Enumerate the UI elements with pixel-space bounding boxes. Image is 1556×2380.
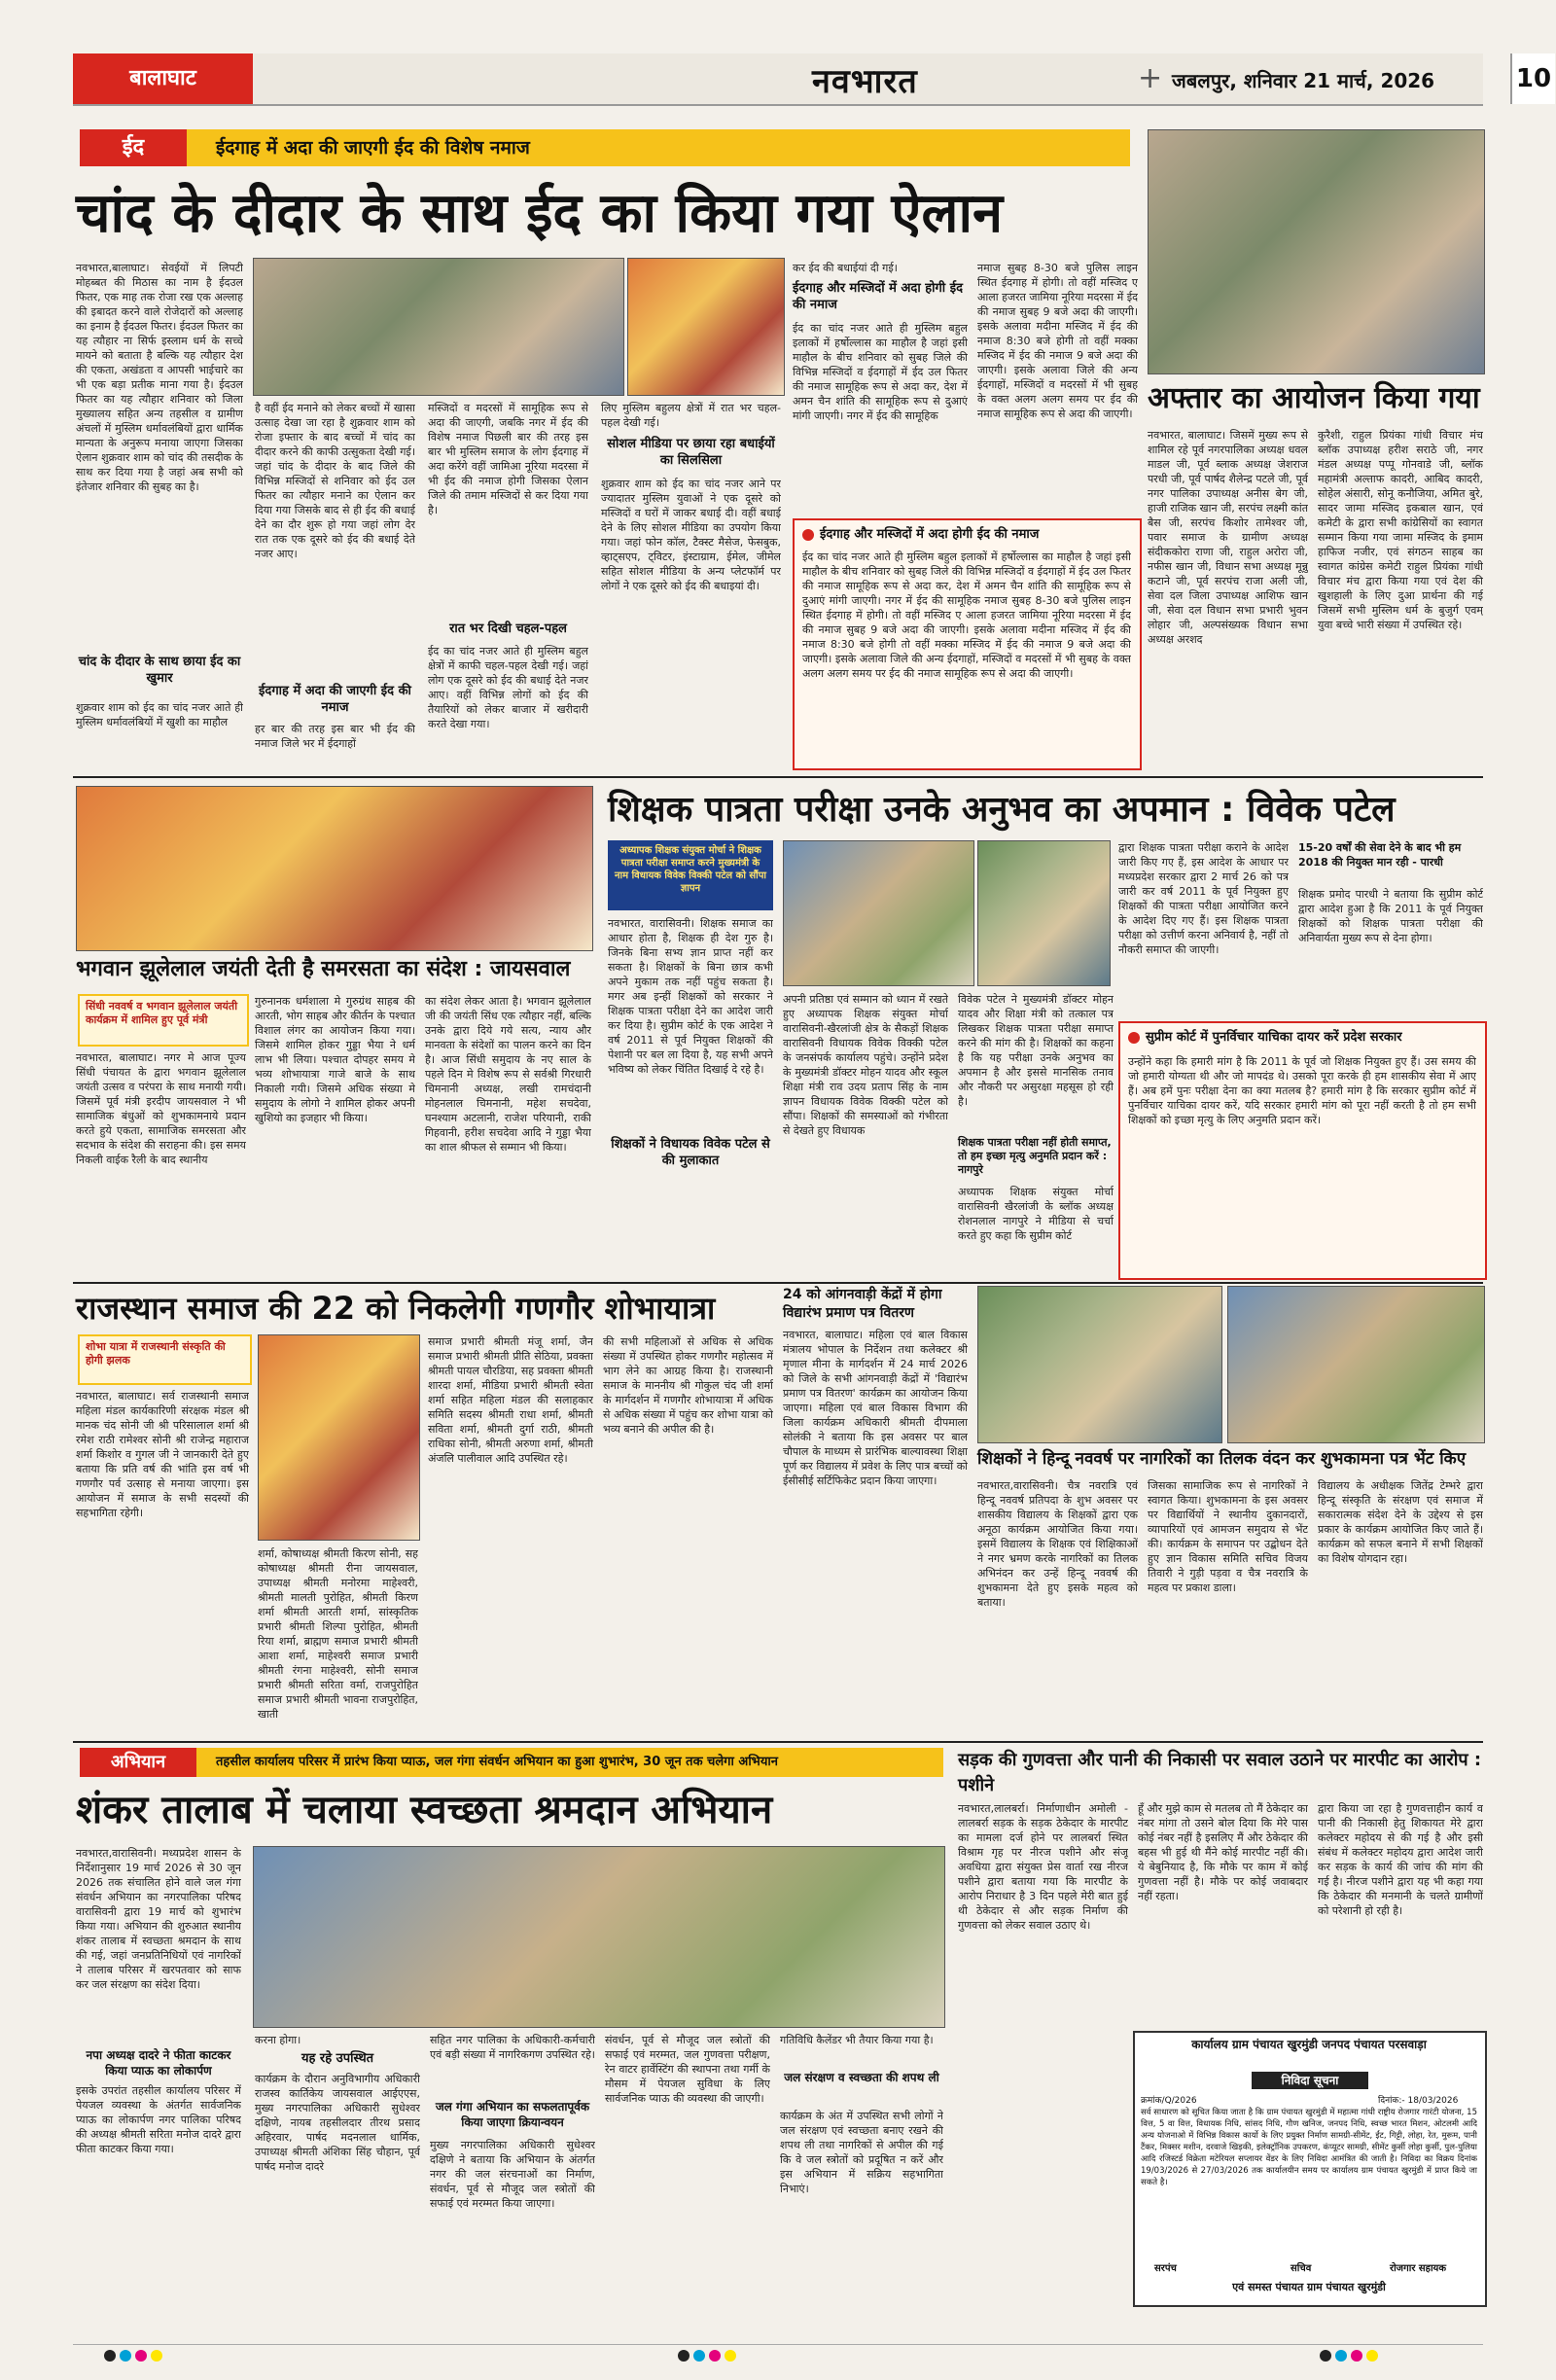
vivek-headline: शिक्षक पात्रता परीक्षा उनके अनुभव का अपमान : विवेक पटेल [608,790,1396,830]
vivek-col3: विवेक पटेल ने मुख्यमंत्री डॉक्टर मोहन यादव और शिक्षा मंत्री को तत्काल पत्र लिखकर शिक्षक पात्रता परीक्षा समाप्त करने की मांग की है। शिक्षकों का कहना है कि यह परीक्षा उनके अनुभव का अपमान है और इससे मानसिक तनाव और नौकरी पर असुरक्षा महसूस हो रही है। [958,993,1114,1108]
vivek-group-photo-1 [783,840,974,986]
eid-mosque-photo [1148,129,1485,374]
jhulelal-col1: नवभारत, बालाघाट। नगर मे आज पूज्य सिंधी पंचायत के द्वारा भगवान झूलेलाल जयंती उत्सव व परंपरा के साथ मनायी गयी। जिसमें पूर्व मंत्री इरदीप जायसवाल ने भी सामाजिक बंधुओं को शुभकामनाये प्रदान करते हुये एकता, सामाजिक समरसता और सदभाव के संदेश की सराहना की। इस समय निकली वाईक रैली के बाद स्थानीय [76,1051,246,1166]
gangaur-portrait-photo [258,1334,420,1541]
vivek-boxed-title [1128,1029,1478,1046]
bullet-dot-icon [1128,1032,1140,1044]
page-header [73,53,1552,106]
eid-col6: नमाज सुबह 8-30 बजे पुलिस लाइन स्थित ईदगाह में होगी। तो वहीं मस्जिद ए आला हजरत जामिया नूरिया मदरसा में ईद की नमाज सुबह 9 बजे अदा की जाएगी। इसके अलावा मदीना मस्जिद में ईद की नमाज 8:30 बजे होगी तो वहीं मक्का मस्जिद में ईद की नमाज 9 बजे अदा की जाएगी। इसके अलावा जिले की अन्य ईदगाहों, मस्जिदों व मदरसों में भी सुबह के वक्त अलग अलग समय पर ईद की नमाज सामूहिक रूप से अदा की जाएगी। [977,262,1138,420]
vivek-col4: द्वारा शिक्षक पात्रता परीक्षा कराने के आदेश जारी किए गए हैं, इस आदेश के आधार पर मध्यप्रदेश सरकार द्वारा 2 मार्च 26 को पत्र जारी कर वर्ष 2011 के पूर्व नियुक्त हुए शिक्षकों की पात्रता परीक्षा आयोजित करने के आदेश दिए गए हैं। इस शिक्षक पात्रता परीक्षा को उत्तीर्ण करना अनिवार्य है, नहीं तो नौकरी समाप्त की जाएगी। [1118,841,1289,956]
hindunav-col2: जिसका सामाजिक रूप से नागरिकों ने स्वागत किया। शुभकामना के इस अवसर पर विद्यार्थियों ने स्थानीय दुकानदारों, व्यापारियों एवं आमजन समुदाय से भेंट की। कार्यक्रम के समापन पर उद्बोधन देते हुए ज्ञान विकास समिति सचिव विजय तिवारी ने गुड़ी पड़वा व चैत्र नवरात्रि के महत्व पर प्रकाश डाला। [1148,1479,1308,1594]
district-label: बालाघाट [73,53,253,104]
eid-col5-sub: ईदगाह और मस्जिदों में अदा होगी ईद की नमाज [793,281,963,312]
vivek-inset [608,840,773,910]
iftar-col1: नवभारत, बालाघाट। जिसमें मुख्य रूप से शामिल रहे पूर्व नगरपालिका अध्यक्ष धवल माडल जी, पूर्व ब्लाक अध्यक्ष जेशराज परधी जी, पूर्व पार्षद शैलेन्द्र पटले जी, पूर्व नगर पालिका उपाध्यक्ष अनीस बेग जी, हाजी राजिक खान जी, सरपंच लक्ष्मी कांत बैस जी, सरपंच किशोर तामेश्वर जी, पवार समाज के ग्रामीण अध्यक्ष संदीककोरा राणा जी, राहुल अरोरा जी, नफीस खान जी, विधान सभा अध्यक्ष मून्नु कटाने जी, पूर्व सरपंच राजा अली जी, सेवा दल जिला उपाध्यक्ष आशिफ खान जी, सेवा दल विधान सभा प्रभारी भुवन लोहार जी, अल्पसंख्यक विधान सभा अध्यक्ष अरशद [1148,429,1308,646]
shankar-col1b: इसके उपरांत तहसील कार्यालय परिसर में पेयजल व्यवस्था के अंतर्गत सार्वजनिक प्याऊ का लोकार्पण नगर पालिका परिषद की अध्यक्ष श्रीमती सरिता मनोज दादरे द्वारा फीता काटकर किया गया। [76,2084,241,2155]
vivek-boxed-title-text: सुप्रीम कोर्ट में पुनर्विचार याचिका दायर करें प्रदेश सरकार [1146,1030,1402,1045]
road-col2: हूँ और मुझे काम से मतलब तो मैं ठेकेदार का नंबर मांगा तो उसने बोल दिया कि मेरे पास कोई नंबर नहीं है इसलिए मैं और ठेकेदार की बहस भी हुई थी मैंने कोई मारपीट नहीं की। ये बेबुनियाद है, कि मौके पर काम में कोई गुणवत्ता नहीं है। मौके पर कोई जवाबदार नहीं रहता। [1138,1802,1308,1902]
jhulelal-col3: का संदेश लेकर आता है। भगवान झूलेलाल जी की जयंती सिंध एक त्यौहार नहीं, बल्कि उनके द्वारा दिये गये सत्य, न्याय और मानवता के संदेशों का पालन करने का दिन है। आज सिंधी समुदाय के नए साल के पहले दिन मे विशेष रूप से सर्वश्री गिरधारी चिमनानी अध्यक्ष, लखी रामचंदानी मोहनलाल चिमनानी, महेश सचदेवा, घनश्याम अटलानी, राजेश परियानी, राकी गिहवानी, हरीश सचदेवा आदि ने गुड्डा भैया का शाल श्रीफल से सम्मान भी किया। [425,995,591,1154]
eid-strap: ईदगाह में अदा की जाएगी ईद की विशेष नमाज [187,129,1130,166]
gangaur-col3: समाज प्रभारी श्रीमती मंजू शर्मा, जैन समाज प्रभारी श्रीमती प्रीति सेठिया, प्रवक्ता श्रीमती पायल चौरडिया, सह प्रवक्ता श्रीमती शारदा शर्मा, मीडिया प्रभारी श्रीमती स्वेता शर्मा सहित महिला मंडल की सलाहकार समिति सदस्य श्रीमती राधा शर्मा, श्रीमती सविता शर्मा, श्रीमती दुर्गा राठी, श्रीमती राधिका सोनी, श्रीमती अरुणा शर्मा, श्रीमती अंजलि पालीवाल आदि उपस्थित रहे। [428,1335,593,1465]
shankar-col2-sub: यह रहे उपस्थित [301,2051,374,2066]
hindunav-headline: शिक्षकों ने हिन्दू नववर्ष पर नागरिकों का तिलक वंदन कर शुभकामना पत्र भेंट किए [977,1449,1467,1469]
vivek-col5: शिक्षक प्रमोद पारधी ने बताया कि सुप्रीम कोर्ट द्वारा आदेश हुआ है कि 2011 के पूर्व नियुक्त शिक्षकों को शिक्षक पात्रता परीक्षा की अनिवार्यता मुख्य रूप से देना होगा। [1298,888,1483,944]
gangaur-sidebox [78,1334,252,1385]
tender-ref-left: क्रमांक/Q/2026 [1141,2096,1197,2106]
shankar-col3: सहित नगर पालिका के अधिकारी-कर्मचारी एवं बड़ी संख्या में नागरिकगण उपस्थित रहे। [430,2034,595,2061]
jhulelal-col2: गुरुनानक धर्मशाला मे गुरुग्रंथ साहब की आरती, भोग साहब और कीर्तन के पश्चात विशाल लंगर का आयोजन किया गया। जिसमे शामिल होकर गुड्डा भैया ने धर्म लाभ भी लिया। पश्चात दोपहर समय मे भव्य शोभायात्रा गाजे बाजे के साथ निकाली गयी। जिसमे अधिक संख्या मे समुदाय के लोगो ने शामिल होकर अपनी खुशियो का इजहार भी किया। [255,995,415,1124]
registration-dots-right [1318,2347,1380,2365]
vivek-col3b: अध्यापक शिक्षक संयुक्त मोर्चा वारासिवनी खैरलांजी के ब्लॉक अध्यक्ष रोशनलाल नागपुरे ने मीडिया से चर्चा करते हुए कहा कि सुप्रीम कोर्ट [958,1186,1114,1242]
divider-2 [73,1282,1483,1284]
shankar-col3-sub: जल गंगा अभियान का सफलतापूर्वक किया जाएगा क्रियान्वयन [435,2100,590,2129]
vivek-col3-sub: शिक्षक पात्रता परीक्षा नहीं होती समाप्त, तो हम इच्छा मृत्यु अनुमति प्रदान करें : नागपुरे [958,1136,1112,1176]
shankar-col3b: मुख्य नगरपालिका अधिकारी सुधेश्वर दक्षिणे ने बताया कि अभियान के अंतर्गत नगर की जल संरचनाओं का निर्माण, संवर्धन, पूर्व से मौजूद जल स्त्रोतों की सफाई एवं मरम्मत किया जाएगा। [430,2139,595,2210]
jhulelal-photo [76,786,593,951]
anganwadi-photo-1 [977,1286,1222,1443]
shankar-col5-sub: जल संरक्षण व स्वच्छता की शपथ ली [784,2071,939,2084]
eid-col4-sub: सोशल मीडिया पर छाया रहा बधाईयों का सिलसिला [607,437,775,468]
iftar-headline: अफ्तार का आयोजन किया गया [1148,381,1480,415]
registration-dots-left [102,2347,164,2365]
shankar-strap: तहसील कार्यालय परिसर में प्रारंभ किया प्याऊ, जल गंगा संवर्धन अभियान का हुआ शुभारंभ, 30 जून तक चलेगा अभियान [196,1748,943,1777]
hindunav-col3: विद्यालय के अधीक्षक जितेंद्र टेम्भरे द्वारा हिन्दू संस्कृति के संरक्षण एवं समाज में सकारात्मक संदेश देने के उद्देश्य से इस प्रकार के कार्यक्रम आयोजित किए जाते हैं। कार्यक्रम को सफल बनाने में सभी शिक्षकों का विशेष योगदान रहा। [1318,1479,1483,1565]
shankar-col5: कार्यक्रम के अंत में उपस्थित सभी लोगों ने जल संरक्षण एवं स्वच्छता बनाए रखने की शपथ ली तथा नागरिकों से अपील की गई कि वे जल स्त्रोतों को प्रदूषित न करें और इस अभियान में सक्रिय सहभागिता निभाएं। [780,2110,943,2195]
shankar-col1-sub: नपा अध्यक्ष दादरे ने फीता काटकर किया प्याऊ का लोकार्पण [86,2048,231,2078]
tender-sign-sarpanch: सरपंच [1154,2263,1177,2274]
jhulelal-sidebox-text: सिंधी नववर्ष व भगवान झूलेलाल जयंती कार्यक्रम में शामिल हुए पूर्व मंत्री [86,1000,238,1026]
gangaur-sidebox-text: शोभा यात्रा में राजस्थानी संस्कृति की होगी झलक [86,1340,226,1367]
tender-ref-right: दिनांक:- 18/03/2026 [1378,2096,1459,2106]
vivek-col1-sub: शिक्षकों ने विधायक विवेक पटेल से की मुलाकात [611,1137,770,1168]
tender-title: कार्यालय ग्राम पंचायत खुरमुंडी जनपद पंचायत परसवाड़ा [1191,2038,1427,2051]
eid-col2: है वहीं ईद मनाने को लेकर बच्चों में खासा उत्साह देखा जा रहा है शुक्रवार शाम को रोजा इफ्तार के बाद बच्चों में चांद का दीदार करने की काफी उत्सुकता देखी गई। जहां चांद के दीदार के बाद जिले की विभिन्न मस्जिदों से शनिवार को ईद उल फितर का त्यौहार मनाने का ऐलान कर दिया गया जिसके बाद से ही ईद की बधाई देने का दौर शुरू हो गया जहां लोग देर रात तक एक दूसरे को ईद की बधाई देते नजर आए। [255,402,415,560]
eid-col1: नवभारत,बालाघाट। सेवईयों में लिपटी मोहब्बत की मिठास का नाम है ईदउल फितर, एक माह तक रोजा रख एक अल्लाह की इबादत करने वाले रोजेदारों को अल्लाह का इनाम है ईदउल फितर। ईदउल फितर का यह त्यौहार ना सिर्फ इस्लाम धर्म के सच्चे मायने को बताता है बल्कि यह त्यौहार देश की एकता, अखंडता व आपसी भाईचारे का भी एक बड़ा प्रतीक माना गया है। ईदउल फितर का यह त्यौहार शनिवार को जिला मुख्यालय सहित अन्य तहसील व ग्रामीण अंचलों में मुस्लिम धर्मावलंबियों द्वारा धार्मिक मान्यता के अनुरूप मनाया जाएगा जिसका ऐलान शुक्रवार शाम को चांद की तसदीक के साथ कर दिया गया है जहां अब सभी को इंतेजार शनिवार की सुबह का है। [76,262,243,493]
eid-boxed-panel [793,518,1142,770]
eid-col2-sub: ईदगाह में अदा की जाएगी ईद की नमाज [259,684,411,715]
anganwadi-photo-2 [1227,1286,1485,1443]
divider-3 [73,1741,1483,1743]
masthead: नवभारत [812,62,918,101]
gangaur-col2: शर्मा, कोषाध्यक्ष श्रीमती किरण सोनी, सह कोषाध्यक्ष श्रीमती रीना जायसवाल, उपाध्यक्ष श्रीमती मनोरमा माहेश्वरी, श्रीमती मालती पुरोहित, श्रीमती किरण शर्मा श्रीमती आरती शर्मा, सांस्कृतिक प्रभारी श्रीमती शिल्पा पुरोहित, श्रीमती रिया शर्मा, ब्राह्मण समाज प्रभारी श्रीमती आशा शर्मा, माहेश्वरी समाज प्रभारी श्रीमती रंगना माहेश्वरी, सोनी समाज प्रभारी श्रीमती सरिता वर्मा, राजपुरोहित समाज प्रभारी श्रीमती भावना राजपुरोहित, खाती [258,1547,418,1721]
shankar-kicker: अभियान [80,1748,196,1777]
iftar-col2: कुरैशी, राहुल प्रियंका गांधी विचार मंच ब्लॉक उपाध्यक्ष हरीश सराठे जी, नगर मंडल अध्यक्ष पप्पू गोनवाडे जी, ब्लॉक महामंत्री अल्ताफ कादरी, आबिद कादरी, सोहेल अंसारी, सोनू कनौजिया, अमित बुरे, सादर जामा मस्जिद इकबाल खान, एवं कमेटी के द्वारा सभी कांग्रेसियों का स्वागत सम्मान किया गया जामा मस्जिद के इमाम हाफिज नजीर, एवं संगठन साहब का स्वागत कांग्रेस कमेटी राहुल प्रियंका गांधी विचार मंच द्वारा किया गया एवं देश की खुशहाली के लिए दुआ प्रार्थना की गई जिसमें सभी मुस्लिम धर्म के बुजुर्ग एवम् युवा बच्चे भारी संख्या में उपस्थित रहे। [1318,429,1483,631]
eid-col5-top: कर ईद की बधाईयां दी गई। [793,262,898,274]
eid-col1-sub: चांद के दीदार के साथ छाया ईद का खुमार [78,655,241,686]
anganwadi-headline: 24 को आंगनवाड़ी केंद्रों में होगा विद्यारंभ प्रमाण पत्र वितरण [783,1287,942,1321]
road-col3: द्वारा किया जा रहा है गुणवत्ताहीन कार्य व पानी की निकासी हेतु शिकायत मेरे द्वारा कलेक्टर महोदय से की गई है और इसी संबंध में कलेक्टर महोदय द्वारा आदेश जारी कर सड़क के कार्य की जांच की मांग की गई है। नीरज पशीने द्वारा यह भी कहा गया कि ठेकेदार की मनमानी के चलते ग्रामीणों को परेशानी हो रही है। [1318,1802,1483,1917]
tender-sign-rojgar: रोजगार सहायक [1390,2263,1447,2274]
registration-dots-mid [676,2347,738,2365]
tender-subtitle: निविदा सूचना [1252,2072,1368,2089]
eid-col3: मस्जिदों व मदरसों में सामूहिक रूप से अदा की जाएगी, जबकि नगर में ईद की विशेष नमाज पिछली बार की तरह इस बार भी मुस्लिम समाज के लोग ईदगाह में अदा करेंगे वहीं जामिआ नूरिया मदरसा में भी ईद की नमाज होगी जिसका ऐलान जिले की तमाम मस्जिदों से कर दिया गया है। [428,402,588,516]
bullet-dot-icon [802,529,814,541]
tender-notice [1133,2031,1487,2307]
tender-sign-sachiv: सचिव [1291,2263,1312,2274]
tender-body: सर्व साधारण को सूचित किया जाता है कि ग्राम पंचायत खुरमुंडी में महात्मा गांधी राष्ट्रीय रोजगार गारंटी योजना, 15 वित्त, 5 वा वित्त, विधायक निधि, सांसद निधि, गौण खनिज, जनपद निधि, स्वच्छ भारत मिशन, ओटलमी आदि अन्य योजनाओ में विभिन्न विकास कार्यो के लिए प्रयुक्त निर्माण सामग्री-सीमेंट, ईंट, गिट्टी, लोहा, रेत, मुरूम, पानी टैंकर, मिक्सर मशीन, दरवाजे खिड़की, इलेक्ट्रॉनिक उपकरण, कंप्यूटर सामग्री, सीमेंट कुर्सी लोहा कुर्सी, पुल-पुलिया आदि रजिस्टर्ड विक्रेता मटेरियल सप्लायर वेंडर के लिए निविदा आमंत्रित की जाती है। निविदा का विक्रय दिनांक 19/03/2026 से 27/03/2026 तक कार्यालयीन समय पर कार्यालय ग्राम पंचायत खुरमुंडी में प्राप्त किये जा सकते है। [1141,2108,1477,2187]
eid-col4b: शुक्रवार शाम को ईद का चांद नजर आने पर ज्यादातर मुस्लिम युवाओं ने एक दूसरे को मस्जिदों व घरों में जाकर बधाई दी। वहीं बधाई देने के लिए सोशल मीडिया का उपयोग किया गया। जहां फोन कॉल, टैक्स्ट मैसेज, फेसबुक, व्हाट्सएप, ट्विटर, इंस्टाग्राम, ईमेल, जीमेल सहित सोशल मीडिया के अन्य प्लेटफॉर्म पर लोगों ने एक दूसरे को ईद की बधाइयां दी। [601,478,781,592]
road-col1: नवभारत,लालबर्रा। निर्माणाधीन अमोली - लालबर्रा सड़क के सड़क ठेकेदार के मारपीट का मामला दर्ज होने पर लालबर्रा स्थित विश्राम गृह पर नीरज पशीने और संजू अवधिया द्वारा संयुक्त प्रेस वार्ता रख नीरज पशीने द्वारा बताया गया कि मारपीट के आरोप निराधार है 3 दिन पहले मेरी बात हुई थी ठेकेदार से और सड़क निर्माण की गुणवत्ता को लेकर सवाल उठाए थे। [958,1802,1128,1932]
vivek-boxed-text: उन्होंने कहा कि हमारी मांग है कि 2011 के पूर्व जो शिक्षक नियुक्त हुए हैं। उस समय की जो हमारी योग्यता थी और जो मापदंड थे। उसको पूरा करके ही हम शासकीय सेवा में आए हैं। अब हमें पुनः परीक्षा देना का क्या मतलब है? हमारी मांग है कि सरकार सुप्रीम कोर्ट में पुनर्विचार याचिका दायर करें, यदि सरकार हमारी मांग को पूरा नहीं करती है तो हम सभी शिक्षकों को इच्छा मृत्यु के लिए अनुमति प्रदान करें। [1128,1055,1476,1126]
eid-market-photo [627,258,785,396]
gangaur-col1: नवभारत, बालाघाट। सर्व राजस्थानी समाज महिला मंडल कार्यकारिणी संरक्षक मंडल श्री मानक चंद सोनी जी श्री परिसालाल शर्मा श्री रमेश राठी रामेश्वर सोनी श्री राजेन्द्र महाराज शर्मा किशोर व गुगल जी ने जानकारी देते हुए बताया कि प्रति वर्ष की भांति इस वर्ष भी गणगौर पर्व उत्साह से मनाया जाएगा। इस आयोजन में समाज के सभी सदस्यों की सहभागिता रहेगी। [76,1390,249,1519]
shankar-cleanup-photo [253,1846,945,2028]
shankar-caption1: करना होगा। [255,2034,301,2046]
eid-col1b: शुक्रवार शाम को ईद का चांद नजर आते ही मुस्लिम धर्मावलंबियों में खुशी का माहौल [76,701,243,728]
eid-col5: ईद का चांद नजर आते ही मुस्लिम बहुल इलाकों में हर्षोल्लास का माहौल है जहां इसी माहौल के बीच शनिवार को सुबह जिले की विभिन्न मस्जिदों व ईदगाहों में ईद उल फितर की नमाज सामूहिक रूप से अदा कर, देश में अमन चैन शांति की सामूहिक रूप से दुआएं मांगी जाएगी। नगर में ईद की सामूहिक [793,322,968,422]
hindunav-col1: नवभारत,वारासिवनी। चैत्र नवरात्रि एवं हिन्दू नववर्ष प्रतिपदा के शुभ अवसर पर शासकीय विद्यालय के शिक्षकों द्वारा एक अनूठा कार्यक्रम आयोजित किया गया। इसमें विद्यालय के शिक्षक एवं शिक्षिकाओं ने नगर भ्रमण करके नागरिकों का तिलक अभिनंदन कर उन्हें हिन्दू नववर्ष की शुभकामना देते हुए इसके महत्व को बताया। [977,1479,1138,1609]
color-registration-bar [73,2344,1483,2362]
eid-prayer-photo [253,258,624,396]
road-headline: सड़क की गुणवत्ता और पानी की निकासी पर सवाल उठाने पर मारपीट का आरोप : पशीने [958,1750,1482,1795]
anganwadi-col1: नवभारत, बालाघाट। महिला एवं बाल विकास मंत्रालय भोपाल के निर्देशन तथा कलेक्टर श्री मृणाल मीना के मार्गदर्शन में 24 मार्च 2026 को जिले के सभी आंगनवाड़ी केंद्रों में 'विद्यारंभ प्रमाण पत्र वितरण' कार्यक्रम का आयोजन किया जाएगा। महिला एवं बाल विकास विभाग की जिला कार्यक्रम अधिकारी श्रीमती दीपमाला सोलंकी ने बताया कि इस अवसर पर बाल चौपाल के माध्यम से प्रारंभिक बाल्यावस्था शिक्षा पूर्ण कर विद्यालय में प्रवेश के लिए पात्र बच्चों को ईसीसीई सर्टिफिकेट प्रदान किया जाएगा। [783,1329,968,1487]
jhulelal-sidebox [78,994,249,1047]
eid-col3b: ईद का चांद नजर आते ही मुस्लिम बहुल क्षेत्रों में काफी चहल-पहल देखी गई। जहां लोग एक दूसरे को ईद की बधाई देते नजर आए। वहीं विभिन्न लोगों को ईद की तैयारियों को लेकर बाजार में खरीदारी करते देखा गया। [428,645,588,730]
eid-boxed-title [802,526,1133,543]
eid-boxed-title-text: ईदगाह और मस्जिदों में अदा होगी ईद की नमाज [820,527,1040,542]
shankar-col1: नवभारत,वारासिवनी। मध्यप्रदेश शासन के निर्देशानुसार 19 मार्च 2026 से 30 जून 2026 तक संचालित होने वाले जल गंगा संवर्धन अभियान का नगरपालिका परिषद वारासिवनी द्वारा 19 मार्च को शुभारंभ किया गया। अभियान की शुरुआत स्थानीय शंकर तालाब में स्वच्छता श्रमदान के साथ की गई, जहां जनप्रतिनिधियों एवं नागरिकों ने तालाब परिसर में खरपतवार को साफ कर जल संरक्षण का संदेश दिया। [76,1847,241,1991]
vivek-boxed-panel [1118,1021,1487,1280]
page-number: 10 [1510,53,1555,104]
shankar-col5-top: गतिविधि कैलेंडर भी तैयार किया गया है। [780,2034,934,2046]
shankar-headline: शंकर तालाब में चलाया स्वच्छता श्रमदान अभियान [76,1788,773,1832]
eid-boxed-text: ईद का चांद नजर आते ही मुस्लिम बहुल इलाकों में हर्षोल्लास का माहौल है जहां इसी माहौल के बीच शनिवार को सुबह जिले की विभिन्न मस्जिदों व ईदगाहों में ईद उल फितर की नमाज सामूहिक रूप से अदा कर, देश में अमन चैन शांति की सामूहिक रूप से दुआएं मांगी जाएगी। नगर में ईद की सामूहिक नमाज सुबह 8-30 बजे पुलिस लाइन स्थित ईदगाह में होगी। तो वहीं मस्जिद ए आला हजरत जामिया नूरिया मदरसा में ईद की नमाज सुबह 9 बजे अदा की जाएगी। इसके अलावा मदीना मस्जिद में ईद की नमाज 8:30 बजे होगी तो वहीं मक्का मस्जिद में ईद की नमाज 9 बजे अदा की जाएगी। इसके अलावा जिले की अन्य ईदगाहों, मस्जिदों व मदरसों में भी सुबह के वक्त अलग अलग समय पर ईद की नमाज सामूहिक रूप से अदा की जाएगी। [802,551,1131,680]
gangaur-headline: राजस्थान समाज की 22 को निकलेगी गणगौर शोभायात्रा [76,1290,716,1327]
jhulelal-headline: भगवान झूलेलाल जयंती देती है समरसता का संदेश : जायसवाल [76,957,571,981]
vivek-col5-sub: 15-20 वर्षों की सेवा देने के बाद भी हम 2018 की नियुक्त मान रही - पारधी [1298,841,1462,869]
vivek-col2: अपनी प्रतिष्ठा एवं सम्मान को ध्यान में रखते हुए अध्यापक शिक्षक संयुक्त मोर्चा वारासिवनी-खैरलांजी क्षेत्र के सैकड़ों शिक्षक वारासिवनी विधायक विवेक विक्की पटेल के जनसंपर्क कार्यालय पहुंचे। उन्होंने प्रदेश के मुख्यमंत्री डॉक्टर मोहन यादव और स्कूल शिक्षा मंत्री राव उदय प्रताप सिंह के नाम ज्ञापन विधायक विवेक विक्की पटेल को सौंपा। शिक्षकों की समस्याओं को गंभीरता से देखते हुए विधायक [783,993,948,1137]
shankar-col4: संवर्धन, पूर्व से मौजूद जल स्त्रोतों की सफाई एवं मरम्मत, जल गुणवत्ता परीक्षण, रेन वाटर हार्वेस्टिंग की स्थापना तथा गर्मी के मौसम में पेयजल सुविधा के लिए सार्वजनिक प्याऊ की व्यवस्था की जाएगी। [605,2034,770,2105]
tender-footer: एवं समस्त पंचायत ग्राम पंचायत खुरमुंडी [1232,2281,1386,2293]
eid-col4: लिए मुस्लिम बहुलय क्षेत्रों में रात भर चहल-पहल देखी गई। [601,402,781,429]
shankar-col2: कार्यक्रम के दौरान अनुविभागीय अधिकारी राजस्व कार्तिकेय जायसवाल आईएएस, मुख्य नगरपालिका अधिकारी सुधेश्वर दक्षिणे, नायब तहसीलदार तीरथ प्रसाद अहिरवार, पार्षद मदनलाल धार्मिक, उपाध्यक्ष श्रीमती अंशिका सिंह चौहान, पूर्व पार्षद मनोज दादरे [255,2073,420,2173]
eid-col2b: हर बार की तरह इस बार भी ईद की नमाज जिले भर में ईदगाहों [255,723,415,750]
divider-1 [73,776,1483,778]
dateline: जबलपुर, शनिवार 21 मार्च, 2026 [1172,69,1435,92]
eid-col3-sub: रात भर दिखी चहल-पहल [449,622,567,636]
gangaur-col4: की सभी महिलाओं से अधिक से अधिक संख्या में उपस्थित होकर गणगौर महोत्सव में भाग लेने का आग्रह किया है। राजस्थानी समाज के माननीय श्री गोकुल चंद जी शर्मा के मार्गदर्शन में गणगौर शोभायात्रा में अधिक से अधिक संख्या में पहुंच कर शोभा यात्रा को भव्य बनाने की अपील की है। [603,1335,773,1436]
eid-kicker: ईद [80,129,187,166]
vivek-group-photo-2 [977,840,1111,986]
plus-mark: + [1138,61,1163,95]
vivek-col1: नवभारत, वारासिवनी। शिक्षक समाज का आधार होता है, शिक्षक ही देश गुरु है। जिनके बिना सभ्य ज्ञान प्राप्त नहीं कर सकता है। शिक्षकों के बिना छात्र कभी अपने मुकाम तक नहीं पहुंच सकता है। मगर अब इन्हीं शिक्षकों को सरकार ने शिक्षक पात्रता परीक्षा देने का आदेश जारी कर दिया है। सुप्रीम कोर्ट के एक आदेश ने वर्ष 2011 से पूर्व नियुक्त शिक्षकों की पेशानी पर बल ला दिया है, यह सभी अपने भविष्य को लेकर चिंतित दिखाई दे रहे है। [608,917,773,1076]
vivek-inset-text: अध्यापक शिक्षक संयुक्त मोर्चा ने शिक्षक पात्रता परीक्षा समाप्त करने मुख्यमंत्री के नाम विधायक विवेक विक्की पटेल को सौंपा ज्ञापन [614,845,767,894]
eid-headline: चांद के दीदार के साथ ईद का किया गया ऐलान [76,182,1004,245]
